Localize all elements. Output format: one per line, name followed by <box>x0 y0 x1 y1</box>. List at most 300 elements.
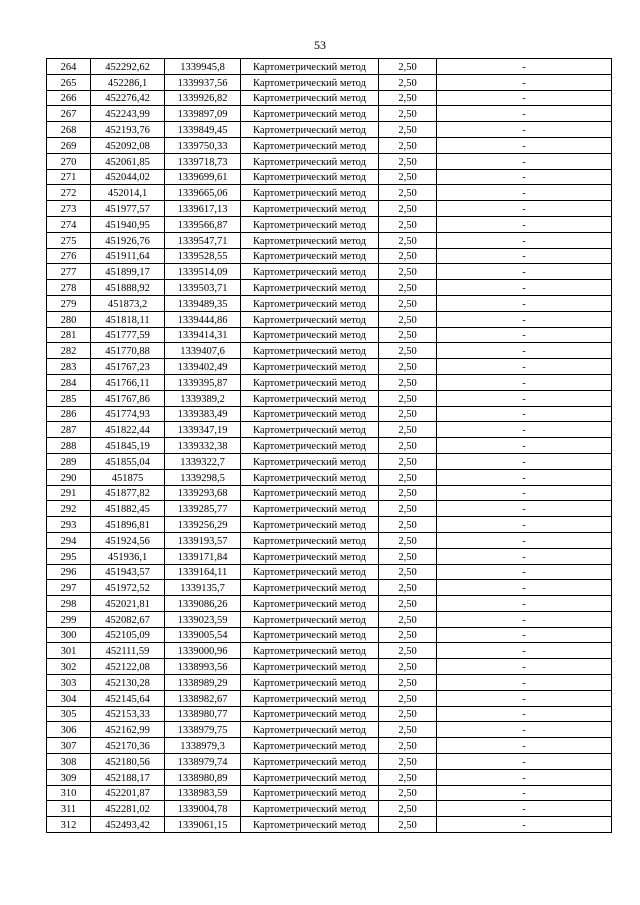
accuracy-cell: 2,50 <box>379 248 437 264</box>
x-coordinate-cell: 451940,95 <box>91 216 165 232</box>
accuracy-cell: 2,50 <box>379 532 437 548</box>
method-cell: Картометрический метод <box>241 659 379 675</box>
y-coordinate-cell: 1339750,33 <box>165 137 241 153</box>
point-number-cell: 304 <box>47 690 91 706</box>
accuracy-cell: 2,50 <box>379 422 437 438</box>
table-row <box>47 359 612 375</box>
table-row <box>47 469 612 485</box>
method-cell: Картометрический метод <box>241 311 379 327</box>
coordinates-table-body <box>47 59 612 833</box>
table-row <box>47 390 612 406</box>
method-cell: Картометрический метод <box>241 74 379 90</box>
accuracy-cell: 2,50 <box>379 580 437 596</box>
table-row <box>47 611 612 627</box>
note-cell: - <box>437 769 612 785</box>
x-coordinate-cell: 452014,1 <box>91 185 165 201</box>
accuracy-cell: 2,50 <box>379 517 437 533</box>
point-number-cell: 302 <box>47 659 91 675</box>
point-number-cell: 268 <box>47 122 91 138</box>
y-coordinate-cell: 1338989,29 <box>165 675 241 691</box>
point-number-cell: 297 <box>47 580 91 596</box>
y-coordinate-cell: 1339000,96 <box>165 643 241 659</box>
method-cell: Картометрический метод <box>241 627 379 643</box>
table-row <box>47 59 612 75</box>
note-cell: - <box>437 517 612 533</box>
note-cell: - <box>437 122 612 138</box>
x-coordinate-cell: 452092,08 <box>91 137 165 153</box>
table-row <box>47 453 612 469</box>
table-row <box>47 801 612 817</box>
y-coordinate-cell: 1339528,55 <box>165 248 241 264</box>
method-cell: Картометрический метод <box>241 517 379 533</box>
point-number-cell: 281 <box>47 327 91 343</box>
note-cell: - <box>437 406 612 422</box>
x-coordinate-cell: 452111,59 <box>91 643 165 659</box>
x-coordinate-cell: 451767,23 <box>91 359 165 375</box>
point-number-cell: 300 <box>47 627 91 643</box>
table-row <box>47 738 612 754</box>
x-coordinate-cell: 451911,64 <box>91 248 165 264</box>
table-row <box>47 216 612 232</box>
y-coordinate-cell: 1339347,19 <box>165 422 241 438</box>
y-coordinate-cell: 1339566,87 <box>165 216 241 232</box>
method-cell: Картометрический метод <box>241 59 379 75</box>
note-cell: - <box>437 359 612 375</box>
accuracy-cell: 2,50 <box>379 59 437 75</box>
point-number-cell: 264 <box>47 59 91 75</box>
method-cell: Картометрический метод <box>241 359 379 375</box>
accuracy-cell: 2,50 <box>379 801 437 817</box>
point-number-cell: 293 <box>47 517 91 533</box>
method-cell: Картометрический метод <box>241 675 379 691</box>
y-coordinate-cell: 1339086,26 <box>165 596 241 612</box>
method-cell: Картометрический метод <box>241 248 379 264</box>
accuracy-cell: 2,50 <box>379 264 437 280</box>
y-coordinate-cell: 1339402,49 <box>165 359 241 375</box>
method-cell: Картометрический метод <box>241 153 379 169</box>
table-row <box>47 722 612 738</box>
x-coordinate-cell: 452021,81 <box>91 596 165 612</box>
accuracy-cell: 2,50 <box>379 438 437 454</box>
table-row <box>47 501 612 517</box>
point-number-cell: 271 <box>47 169 91 185</box>
accuracy-cell: 2,50 <box>379 706 437 722</box>
note-cell: - <box>437 817 612 833</box>
table-row <box>47 596 612 612</box>
y-coordinate-cell: 1339849,45 <box>165 122 241 138</box>
table-row <box>47 295 612 311</box>
x-coordinate-cell: 451766,11 <box>91 374 165 390</box>
y-coordinate-cell: 1339489,35 <box>165 295 241 311</box>
note-cell: - <box>437 690 612 706</box>
note-cell: - <box>437 280 612 296</box>
point-number-cell: 305 <box>47 706 91 722</box>
x-coordinate-cell: 451770,88 <box>91 343 165 359</box>
x-coordinate-cell: 452292,62 <box>91 59 165 75</box>
x-coordinate-cell: 452286,1 <box>91 74 165 90</box>
table-row <box>47 690 612 706</box>
accuracy-cell: 2,50 <box>379 690 437 706</box>
y-coordinate-cell: 1339547,71 <box>165 232 241 248</box>
accuracy-cell: 2,50 <box>379 390 437 406</box>
accuracy-cell: 2,50 <box>379 216 437 232</box>
accuracy-cell: 2,50 <box>379 343 437 359</box>
point-number-cell: 275 <box>47 232 91 248</box>
y-coordinate-cell: 1339395,87 <box>165 374 241 390</box>
method-cell: Картометрический метод <box>241 169 379 185</box>
x-coordinate-cell: 451845,19 <box>91 438 165 454</box>
point-number-cell: 290 <box>47 469 91 485</box>
point-number-cell: 277 <box>47 264 91 280</box>
point-number-cell: 307 <box>47 738 91 754</box>
y-coordinate-cell: 1338980,89 <box>165 769 241 785</box>
note-cell: - <box>437 675 612 691</box>
method-cell: Картометрический метод <box>241 596 379 612</box>
accuracy-cell: 2,50 <box>379 817 437 833</box>
method-cell: Картометрический метод <box>241 327 379 343</box>
note-cell: - <box>437 264 612 280</box>
y-coordinate-cell: 1339298,5 <box>165 469 241 485</box>
y-coordinate-cell: 1339937,56 <box>165 74 241 90</box>
y-coordinate-cell: 1339718,73 <box>165 153 241 169</box>
x-coordinate-cell: 451822,44 <box>91 422 165 438</box>
note-cell: - <box>437 501 612 517</box>
point-number-cell: 282 <box>47 343 91 359</box>
note-cell: - <box>437 580 612 596</box>
x-coordinate-cell: 451924,56 <box>91 532 165 548</box>
x-coordinate-cell: 452180,56 <box>91 754 165 770</box>
x-coordinate-cell: 452044,02 <box>91 169 165 185</box>
accuracy-cell: 2,50 <box>379 611 437 627</box>
point-number-cell: 266 <box>47 90 91 106</box>
note-cell: - <box>437 485 612 501</box>
note-cell: - <box>437 422 612 438</box>
accuracy-cell: 2,50 <box>379 596 437 612</box>
point-number-cell: 272 <box>47 185 91 201</box>
point-number-cell: 308 <box>47 754 91 770</box>
table-row <box>47 248 612 264</box>
accuracy-cell: 2,50 <box>379 374 437 390</box>
point-number-cell: 295 <box>47 548 91 564</box>
accuracy-cell: 2,50 <box>379 153 437 169</box>
accuracy-cell: 2,50 <box>379 327 437 343</box>
y-coordinate-cell: 1338980,77 <box>165 706 241 722</box>
point-number-cell: 296 <box>47 564 91 580</box>
page-number: 53 <box>314 38 326 52</box>
point-number-cell: 311 <box>47 801 91 817</box>
note-cell: - <box>437 311 612 327</box>
x-coordinate-cell: 451936,1 <box>91 548 165 564</box>
y-coordinate-cell: 1339332,38 <box>165 438 241 454</box>
x-coordinate-cell: 451777,59 <box>91 327 165 343</box>
x-coordinate-cell: 452201,87 <box>91 785 165 801</box>
point-number-cell: 310 <box>47 785 91 801</box>
method-cell: Картометрический метод <box>241 564 379 580</box>
accuracy-cell: 2,50 <box>379 169 437 185</box>
note-cell: - <box>437 659 612 675</box>
point-number-cell: 299 <box>47 611 91 627</box>
point-number-cell: 280 <box>47 311 91 327</box>
x-coordinate-cell: 451875 <box>91 469 165 485</box>
point-number-cell: 298 <box>47 596 91 612</box>
table-row <box>47 548 612 564</box>
y-coordinate-cell: 1339293,68 <box>165 485 241 501</box>
method-cell: Картометрический метод <box>241 232 379 248</box>
x-coordinate-cell: 452130,28 <box>91 675 165 691</box>
accuracy-cell: 2,50 <box>379 280 437 296</box>
point-number-cell: 287 <box>47 422 91 438</box>
note-cell: - <box>437 343 612 359</box>
x-coordinate-cell: 451873,2 <box>91 295 165 311</box>
accuracy-cell: 2,50 <box>379 785 437 801</box>
y-coordinate-cell: 1339193,57 <box>165 532 241 548</box>
accuracy-cell: 2,50 <box>379 738 437 754</box>
x-coordinate-cell: 452061,85 <box>91 153 165 169</box>
x-coordinate-cell: 452162,99 <box>91 722 165 738</box>
note-cell: - <box>437 438 612 454</box>
method-cell: Картометрический метод <box>241 406 379 422</box>
point-number-cell: 283 <box>47 359 91 375</box>
note-cell: - <box>437 106 612 122</box>
table-row <box>47 785 612 801</box>
table-row <box>47 169 612 185</box>
note-cell: - <box>437 90 612 106</box>
table-row <box>47 438 612 454</box>
method-cell: Картометрический метод <box>241 769 379 785</box>
note-cell: - <box>437 706 612 722</box>
y-coordinate-cell: 1339514,09 <box>165 264 241 280</box>
point-number-cell: 267 <box>47 106 91 122</box>
note-cell: - <box>437 722 612 738</box>
note-cell: - <box>437 74 612 90</box>
accuracy-cell: 2,50 <box>379 232 437 248</box>
table-row <box>47 769 612 785</box>
x-coordinate-cell: 451977,57 <box>91 201 165 217</box>
note-cell: - <box>437 137 612 153</box>
table-row <box>47 627 612 643</box>
accuracy-cell: 2,50 <box>379 90 437 106</box>
y-coordinate-cell: 1339005,54 <box>165 627 241 643</box>
point-number-cell: 284 <box>47 374 91 390</box>
x-coordinate-cell: 452243,99 <box>91 106 165 122</box>
point-number-cell: 285 <box>47 390 91 406</box>
point-number-cell: 291 <box>47 485 91 501</box>
method-cell: Картометрический метод <box>241 580 379 596</box>
note-cell: - <box>437 548 612 564</box>
point-number-cell: 265 <box>47 74 91 90</box>
method-cell: Картометрический метод <box>241 90 379 106</box>
x-coordinate-cell: 452082,67 <box>91 611 165 627</box>
point-number-cell: 292 <box>47 501 91 517</box>
y-coordinate-cell: 1339699,61 <box>165 169 241 185</box>
method-cell: Картометрический метод <box>241 390 379 406</box>
y-coordinate-cell: 1339407,6 <box>165 343 241 359</box>
method-cell: Картометрический метод <box>241 485 379 501</box>
note-cell: - <box>437 532 612 548</box>
x-coordinate-cell: 452153,33 <box>91 706 165 722</box>
method-cell: Картометрический метод <box>241 690 379 706</box>
table-row <box>47 90 612 106</box>
y-coordinate-cell: 1339926,82 <box>165 90 241 106</box>
table-row <box>47 422 612 438</box>
note-cell: - <box>437 295 612 311</box>
x-coordinate-cell: 451855,04 <box>91 453 165 469</box>
table-row <box>47 754 612 770</box>
x-coordinate-cell: 452145,64 <box>91 690 165 706</box>
method-cell: Картометрический метод <box>241 611 379 627</box>
table-row <box>47 564 612 580</box>
accuracy-cell: 2,50 <box>379 643 437 659</box>
x-coordinate-cell: 451882,45 <box>91 501 165 517</box>
method-cell: Картометрический метод <box>241 754 379 770</box>
x-coordinate-cell: 451877,82 <box>91 485 165 501</box>
x-coordinate-cell: 451818,11 <box>91 311 165 327</box>
x-coordinate-cell: 451943,57 <box>91 564 165 580</box>
y-coordinate-cell: 1338979,74 <box>165 754 241 770</box>
note-cell: - <box>437 201 612 217</box>
y-coordinate-cell: 1339503,71 <box>165 280 241 296</box>
note-cell: - <box>437 596 612 612</box>
x-coordinate-cell: 451972,52 <box>91 580 165 596</box>
accuracy-cell: 2,50 <box>379 485 437 501</box>
table-row <box>47 343 612 359</box>
note-cell: - <box>437 185 612 201</box>
method-cell: Картометрический метод <box>241 438 379 454</box>
accuracy-cell: 2,50 <box>379 406 437 422</box>
table-row <box>47 74 612 90</box>
table-row <box>47 106 612 122</box>
point-number-cell: 269 <box>47 137 91 153</box>
method-cell: Картометрический метод <box>241 469 379 485</box>
point-number-cell: 273 <box>47 201 91 217</box>
x-coordinate-cell: 452276,42 <box>91 90 165 106</box>
x-coordinate-cell: 452281,02 <box>91 801 165 817</box>
note-cell: - <box>437 801 612 817</box>
point-number-cell: 294 <box>47 532 91 548</box>
method-cell: Картометрический метод <box>241 216 379 232</box>
y-coordinate-cell: 1339945,8 <box>165 59 241 75</box>
method-cell: Картометрический метод <box>241 201 379 217</box>
method-cell: Картометрический метод <box>241 122 379 138</box>
y-coordinate-cell: 1339256,29 <box>165 517 241 533</box>
point-number-cell: 276 <box>47 248 91 264</box>
point-number-cell: 306 <box>47 722 91 738</box>
method-cell: Картометрический метод <box>241 801 379 817</box>
y-coordinate-cell: 1339004,78 <box>165 801 241 817</box>
coordinates-table <box>46 58 612 833</box>
table-row <box>47 517 612 533</box>
accuracy-cell: 2,50 <box>379 185 437 201</box>
table-row <box>47 532 612 548</box>
x-coordinate-cell: 451896,81 <box>91 517 165 533</box>
y-coordinate-cell: 1339444,86 <box>165 311 241 327</box>
y-coordinate-cell: 1339414,31 <box>165 327 241 343</box>
accuracy-cell: 2,50 <box>379 453 437 469</box>
y-coordinate-cell: 1339061,15 <box>165 817 241 833</box>
accuracy-cell: 2,50 <box>379 675 437 691</box>
table-row <box>47 485 612 501</box>
x-coordinate-cell: 452170,36 <box>91 738 165 754</box>
method-cell: Картометрический метод <box>241 532 379 548</box>
method-cell: Картометрический метод <box>241 374 379 390</box>
table-row <box>47 185 612 201</box>
y-coordinate-cell: 1338979,3 <box>165 738 241 754</box>
y-coordinate-cell: 1339171,84 <box>165 548 241 564</box>
note-cell: - <box>437 59 612 75</box>
point-number-cell: 289 <box>47 453 91 469</box>
y-coordinate-cell: 1338979,75 <box>165 722 241 738</box>
accuracy-cell: 2,50 <box>379 122 437 138</box>
method-cell: Картометрический метод <box>241 738 379 754</box>
method-cell: Картометрический метод <box>241 706 379 722</box>
table-row <box>47 264 612 280</box>
x-coordinate-cell: 451888,92 <box>91 280 165 296</box>
table-row <box>47 280 612 296</box>
table-row <box>47 311 612 327</box>
y-coordinate-cell: 1338983,59 <box>165 785 241 801</box>
table-row <box>47 232 612 248</box>
y-coordinate-cell: 1339023,59 <box>165 611 241 627</box>
x-coordinate-cell: 451926,76 <box>91 232 165 248</box>
table-row <box>47 406 612 422</box>
method-cell: Картометрический метод <box>241 817 379 833</box>
accuracy-cell: 2,50 <box>379 137 437 153</box>
table-row <box>47 580 612 596</box>
accuracy-cell: 2,50 <box>379 769 437 785</box>
accuracy-cell: 2,50 <box>379 311 437 327</box>
accuracy-cell: 2,50 <box>379 754 437 770</box>
accuracy-cell: 2,50 <box>379 722 437 738</box>
point-number-cell: 270 <box>47 153 91 169</box>
table-row <box>47 153 612 169</box>
table-row <box>47 122 612 138</box>
method-cell: Картометрический метод <box>241 264 379 280</box>
y-coordinate-cell: 1339322,7 <box>165 453 241 469</box>
x-coordinate-cell: 452122,08 <box>91 659 165 675</box>
method-cell: Картометрический метод <box>241 643 379 659</box>
method-cell: Картометрический метод <box>241 422 379 438</box>
accuracy-cell: 2,50 <box>379 359 437 375</box>
note-cell: - <box>437 643 612 659</box>
note-cell: - <box>437 390 612 406</box>
method-cell: Картометрический метод <box>241 295 379 311</box>
point-number-cell: 286 <box>47 406 91 422</box>
note-cell: - <box>437 611 612 627</box>
x-coordinate-cell: 452493,42 <box>91 817 165 833</box>
point-number-cell: 303 <box>47 675 91 691</box>
accuracy-cell: 2,50 <box>379 295 437 311</box>
x-coordinate-cell: 451774,93 <box>91 406 165 422</box>
accuracy-cell: 2,50 <box>379 501 437 517</box>
point-number-cell: 279 <box>47 295 91 311</box>
accuracy-cell: 2,50 <box>379 201 437 217</box>
x-coordinate-cell: 451899,17 <box>91 264 165 280</box>
note-cell: - <box>437 453 612 469</box>
note-cell: - <box>437 169 612 185</box>
y-coordinate-cell: 1338993,56 <box>165 659 241 675</box>
y-coordinate-cell: 1339383,49 <box>165 406 241 422</box>
accuracy-cell: 2,50 <box>379 74 437 90</box>
x-coordinate-cell: 452188,17 <box>91 769 165 785</box>
method-cell: Картометрический метод <box>241 137 379 153</box>
note-cell: - <box>437 785 612 801</box>
note-cell: - <box>437 153 612 169</box>
method-cell: Картометрический метод <box>241 785 379 801</box>
point-number-cell: 274 <box>47 216 91 232</box>
method-cell: Картометрический метод <box>241 185 379 201</box>
y-coordinate-cell: 1339285,77 <box>165 501 241 517</box>
method-cell: Картометрический метод <box>241 343 379 359</box>
